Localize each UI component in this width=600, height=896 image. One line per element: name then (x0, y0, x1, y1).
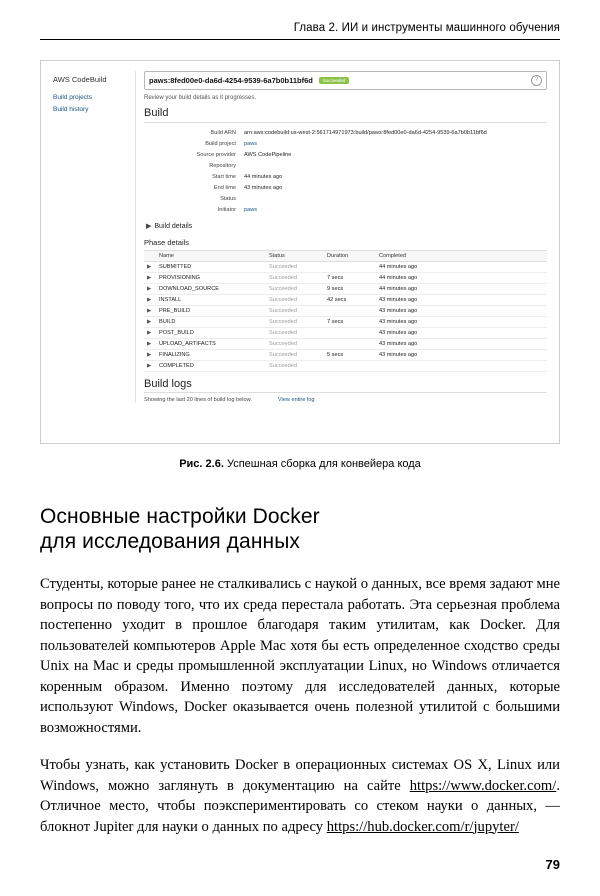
paragraph-part-2: . Отличное место, чтобы поэкспериментировать со стеком науки о данных, — блокнот Jupiter для науки о данных по адресу (40, 777, 560, 835)
row-caret-icon[interactable]: ▶ (144, 317, 156, 328)
phase-status: Succeeded (266, 339, 324, 350)
phase-details-title: Phase details (144, 238, 547, 251)
detail-key: Initiator (217, 207, 236, 213)
phase-name: PRE_BUILD (156, 306, 266, 317)
phase-completed: 43 minutes ago (376, 328, 547, 339)
col-status: Status (266, 251, 324, 262)
table-row[interactable] (144, 284, 547, 295)
row-caret-icon[interactable]: ▶ (144, 328, 156, 339)
phase-status: Succeeded (266, 361, 324, 372)
sidebar-item-build-history[interactable]: Build history (53, 106, 89, 113)
phase-status: Succeeded (266, 306, 324, 317)
detail-row (144, 206, 547, 214)
build-details-list (144, 129, 547, 214)
phase-status: Succeeded (266, 350, 324, 361)
build-id-text: paws:8fed00e0-da6d-4254-9539-6a7b0b11bf6d (149, 76, 313, 85)
phase-name: UPLOAD_ARTIFACTS (156, 339, 266, 350)
status-badge: Succeeded (319, 77, 350, 84)
paragraph-part-1: Чтобы узнать, как установить Docker в операционных системах OS X, Linux или Windows, можно заглянуть в документацию на сайте (40, 757, 560, 794)
detail-key: Status (220, 196, 236, 202)
table-row[interactable] (144, 328, 547, 339)
build-subtitle: Review your build details as it progresses. (144, 95, 257, 101)
col-name: Name (156, 251, 266, 262)
detail-value: AWS CodePipeline (244, 152, 292, 158)
triangle-right-icon: ▶ (146, 223, 152, 230)
row-caret-icon[interactable]: ▶ (144, 284, 156, 295)
table-row[interactable] (144, 306, 547, 317)
build-id-bar (144, 71, 547, 90)
running-head (40, 22, 560, 40)
table-row[interactable] (144, 350, 547, 361)
phase-name: INSTALL (156, 295, 266, 306)
phase-duration: 7 secs (324, 273, 376, 284)
phase-details-table (144, 251, 547, 372)
phase-completed: 43 minutes ago (376, 339, 547, 350)
phase-status: Succeeded (266, 328, 324, 339)
row-caret-icon[interactable]: ▶ (144, 273, 156, 284)
table-row[interactable] (144, 339, 547, 350)
table-row[interactable] (144, 262, 547, 273)
phase-completed: 43 minutes ago (376, 317, 547, 328)
phase-duration (324, 339, 376, 350)
phase-completed: 43 minutes ago (376, 306, 547, 317)
detail-row (144, 140, 547, 148)
jupyter-hub-link[interactable]: https://hub.docker.com/r/jupyter/ (326, 818, 519, 835)
phase-status: Succeeded (266, 295, 324, 306)
page-number: 79 (545, 857, 560, 872)
figure-screenshot (40, 60, 560, 444)
row-caret-icon[interactable]: ▶ (144, 361, 156, 372)
detail-value: arn:aws:codebuild:us-west-2:561714971973:build/paws:8fed00e0-da6d-4254-9539-6a7b0b11bf6d (244, 130, 487, 136)
page-title-line1: Основные настройки Docker (40, 505, 320, 528)
detail-row (144, 162, 547, 170)
phase-status: Succeeded (266, 317, 324, 328)
detail-key: Repository (209, 163, 236, 169)
view-entire-log-link[interactable]: View entire log (277, 397, 315, 403)
detail-value: 43 minutes ago (244, 185, 283, 191)
figure-caption (40, 458, 560, 470)
detail-row (144, 151, 547, 159)
detail-row (144, 184, 547, 192)
row-caret-icon[interactable]: ▶ (144, 306, 156, 317)
table-row[interactable] (144, 295, 547, 306)
row-caret-icon[interactable]: ▶ (144, 262, 156, 273)
phase-duration (324, 306, 376, 317)
phase-completed (376, 361, 547, 372)
detail-key: Build ARN (210, 130, 236, 136)
phase-completed: 44 minutes ago (376, 262, 547, 273)
phase-name: DOWNLOAD_SOURCE (156, 284, 266, 295)
detail-value[interactable]: paws (244, 207, 258, 213)
phase-duration: 9 secs (324, 284, 376, 295)
build-section-title: Build (144, 107, 547, 123)
phase-status: Succeeded (266, 284, 324, 295)
phase-name: SUBMITTED (156, 262, 266, 273)
phase-status: Succeeded (266, 262, 324, 273)
phase-completed: 43 minutes ago (376, 350, 547, 361)
table-row[interactable] (144, 317, 547, 328)
body-paragraph-links (40, 755, 560, 837)
console-sidebar (53, 71, 135, 118)
phase-status: Succeeded (266, 273, 324, 284)
detail-key: Start time (212, 174, 236, 180)
col-duration: Duration (324, 251, 376, 262)
detail-key: Build project (205, 141, 236, 147)
detail-row (144, 195, 547, 203)
help-icon[interactable]: ? (531, 75, 542, 86)
phase-completed: 44 minutes ago (376, 284, 547, 295)
phase-name: COMPLETED (156, 361, 266, 372)
page-title-line2: для исследования данных (40, 530, 301, 553)
figure-top (53, 71, 547, 403)
phase-completed: 43 minutes ago (376, 295, 547, 306)
phase-duration: 5 secs (324, 350, 376, 361)
col-caret (144, 251, 156, 262)
detail-value[interactable]: paws (244, 141, 258, 147)
phase-name: BUILD (156, 317, 266, 328)
row-caret-icon[interactable]: ▶ (144, 350, 156, 361)
table-row[interactable] (144, 361, 547, 372)
phase-duration: 7 secs (324, 317, 376, 328)
console-main (135, 71, 547, 403)
body-paragraph: Студенты, которые ранее не сталкивались с наукой о данных, все время задают мне вопросы по поводу того, что их среда перестала работать. Эта серьезная проблема постепенно уходит в прошлое благодаря таким утилитам, как Docker. Для пользователей компьютеров Apple Mac хотя бы есть определенное сходство среды Unix на Mac и среды промышленной эксплуатации Linux, но Windows отличается коренным образом. Именно поэтому для исследователей данных, которые используют Windows, Docker оказывается очень полезной утилитой с большими возможностями. (40, 576, 560, 736)
disclosure-label: Build details (154, 223, 193, 230)
detail-key: End time (213, 185, 236, 191)
aws-codebuild-logo: AWS CodeBuild (53, 75, 107, 84)
detail-value: 44 minutes ago (244, 174, 283, 180)
caption-text: Успешная сборка для конвейера кода (226, 458, 421, 470)
detail-row (144, 173, 547, 181)
phase-completed: 44 minutes ago (376, 273, 547, 284)
docker-site-link[interactable]: https://www.docker.com/ (409, 777, 557, 794)
running-head-rule (40, 39, 560, 40)
page-title (40, 504, 560, 554)
build-logs-note (144, 397, 547, 403)
col-completed: Completed (376, 251, 547, 262)
table-header-row (144, 251, 547, 262)
detail-row (144, 129, 547, 137)
running-head-text: Глава 2. ИИ и инструменты машинного обучения (293, 22, 560, 34)
phase-duration (324, 262, 376, 273)
phase-duration: 42 secs (324, 295, 376, 306)
build-logs-title: Build logs (144, 378, 547, 393)
caption-label: Рис. 2.6. (179, 458, 224, 470)
row-caret-icon[interactable]: ▶ (144, 295, 156, 306)
logs-note-text: Showing the last 20 lines of build log below. (144, 397, 252, 403)
detail-key: Source provider (196, 152, 236, 158)
row-caret-icon[interactable]: ▶ (144, 339, 156, 350)
table-row[interactable] (144, 273, 547, 284)
phase-name: POST_BUILD (156, 328, 266, 339)
build-details-disclosure[interactable] (146, 222, 547, 230)
sidebar-item-build-projects[interactable]: Build projects (53, 94, 93, 101)
phase-name: PROVISIONING (156, 273, 266, 284)
phase-duration (324, 361, 376, 372)
phase-duration (324, 328, 376, 339)
phase-name: FINALIZING (156, 350, 266, 361)
